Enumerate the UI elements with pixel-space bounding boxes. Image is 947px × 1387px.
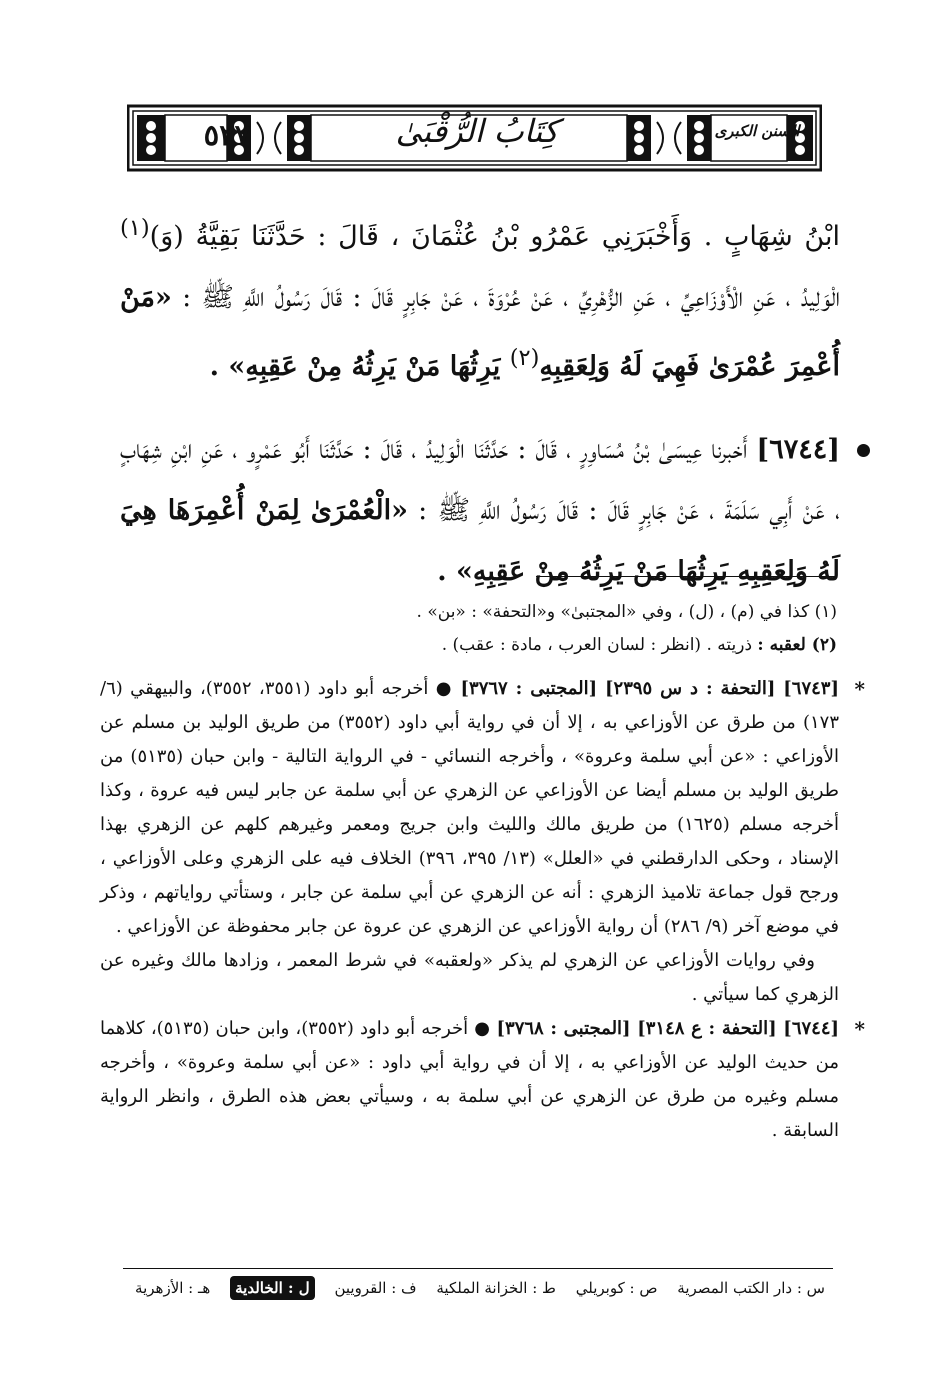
hadith-number: [٦٧٤٤] bbox=[756, 434, 840, 465]
footnote-2-text: ذريته . (انظر : لسان العرب ، مادة : عقب) . bbox=[441, 635, 758, 655]
hadith-6743-isnad-rest: الْوَلِيدُ ، عَنِ الْأَوْزَاعِيِّ ، عَنِ الزُّهْرِيِّ ، عَنْ عُرْوَةَ ، عَنْ جَابِرٍ قَالَ : قَالَ رَسُولُ اللَّهِ ﷺ : bbox=[171, 282, 840, 313]
hadith-6744-matn: «الْعُمْرَىٰ لِمَنْ أُعْمِرَهَا هِيَ لَهُ وَلِعَقِبِهِ يَرِثُهَا مَنْ يَرِثُهُ مِنْ عَقِبِهِ» . bbox=[120, 495, 840, 587]
note-6744-head: [٦٧٤٤] [التحفة : ع ٣١٤٨] [المجتبى : ٣٧٦٨] bbox=[496, 1018, 840, 1039]
emblem-text: السنن الكبرى bbox=[714, 122, 800, 140]
footnote-divider bbox=[536, 576, 836, 577]
asterisk-icon: * bbox=[854, 677, 865, 701]
note-6743 bbox=[100, 672, 865, 944]
book-title: كِتَابُ الرُّقْبَىٰ bbox=[395, 112, 559, 150]
book-emblem bbox=[702, 110, 812, 160]
hadith-6743-continuation bbox=[120, 198, 840, 397]
hadith-6743-matn-a: «مَنْ أُعْمِرَ عُمْرَىٰ فَهِيَ لَهُ وَلِعَقِبِهِ bbox=[120, 282, 840, 382]
note-6743-text: ● أخرجه أبو داود (٣٥٥١، ٣٥٥٢)، والبيهقي (٦/ ١٧٣) من طرق عن الأوزاعي به ، إلا أن في رواية أبي داود (٣٥٥٢) من طريق الوليد بن مسلم عن الأوزاعي : «عن أبي سلمة وعروة» ، وأخرجه النسائي - في الرواية التالية - وابن حبان (٥١٣٥) من طريق الوليد بن مسلم أيضا عن الأوزاعي عن الزهري عن أبي سلمة عن جابر ليس فيه عروة ، وكذا أخرجه مسلم (١٦٢٥) من طريق مالك والليث وابن جريج ومعمر وغيرهم كلهم عن الزهري بهذا الإسناد ، وحكى الدارقطني في «العلل» (١٣/ ٣٩٥، ٣٩٦) الخلاف فيه على الزهري وعلى الأوزاعي ، ورجح قول جماعة تلاميذ الزهري : أنه عن الزهري عن أبي سلمة عن جابر ، وستأتي رواياتهم ، وذكر في موضع آخر (٩/ ٢٨٦) أن رواية الأوزاعي عن الزهري عن عروة عن جابر محفوظة عن الأوزاعي . bbox=[100, 678, 840, 937]
legend-l: ل : الخالدية bbox=[230, 1276, 315, 1300]
note-6743-head: [٦٧٤٣] [التحفة : د س ٢٣٩٥] [المجتبى : ٣٧٦٧] bbox=[460, 678, 839, 699]
footnote-1: (١) كذا في (م) ، (ل) ، وفي «المجتبىٰ» و«التحفة» : «بن» . bbox=[416, 602, 837, 622]
hadith-6744-isnad: أَخبرنا عِيسَىٰ بْنُ مُسَاوِرٍ ، قَالَ : حَدَّثَنَا الْوَلِيدُ ، قَالَ : حَدَّثَنَا أَبُو عَمْرٍو ، عَنِ ابْنِ شِهَابٍ ، عَنْ أَبِي سَلَمَةَ ، عَنْ جَابِرٍ قَالَ : قَالَ رَسُولُ اللَّهِ ﷺ : bbox=[120, 434, 841, 526]
footnote-2-label: (٢) لعقبه : bbox=[757, 635, 837, 655]
footnote-ref-1: (١) bbox=[120, 215, 150, 241]
note-6743-para2: وفي روايات الأوزاعي عن الزهري لم يذكر «ولعقبه» في شرط المعمر ، وزادها مالك وغيره عن الزهري كما سيأتي . bbox=[100, 950, 839, 1005]
hadith-6743-isnad: ابْنُ شِهَابٍ . وَأَخْبَرَنِي عَمْرُو بْنُ عُثْمَانَ ، قَالَ : حَدَّثَنَا بَقِيَّةُ (وَ) bbox=[149, 221, 840, 252]
note-6744 bbox=[100, 1012, 865, 1148]
footnote-ref-2: (٢) bbox=[509, 345, 540, 371]
legend-t: ط : الخزانة الملكية bbox=[436, 1279, 556, 1297]
note-6744-text: ● أخرجه أبو داود (٣٥٥٢)، وابن حبان (٥١٣٥)، كلاهما من حديث الوليد عن الأوزاعي به ، إلا أن في رواية أبي داود : «عن أبي سلمة وعروة» ، وأخرجه مسلم وغيره من طرق عن الزهري عن أبي سلمة به ، وسيأتي بعض هذه الطرق ، وانظر الرواية السابقة . bbox=[100, 1018, 839, 1141]
takhrij-notes bbox=[100, 672, 865, 1148]
footnote-2 bbox=[120, 629, 837, 662]
main-text bbox=[120, 198, 840, 602]
hadith-6743-matn-b: يَرِثُهَا مَنْ يَرِثُهُ مِنْ عَقِبِهِ» . bbox=[209, 351, 510, 382]
page-number: ٥٢٧ bbox=[203, 118, 251, 152]
legend-sad: ص : كوبريلي bbox=[575, 1279, 658, 1297]
asterisk-icon: * bbox=[854, 1017, 865, 1041]
footnotes bbox=[120, 596, 837, 662]
hadith-6744 bbox=[120, 419, 840, 602]
page-header bbox=[127, 100, 822, 178]
legend-divider bbox=[123, 1268, 833, 1269]
legend-h: هـ : الأزهرية bbox=[135, 1279, 211, 1297]
legend-s: س : دار الكتب المصرية bbox=[677, 1279, 825, 1297]
bullet-icon bbox=[857, 444, 870, 457]
legend-f: ف : القرويين bbox=[334, 1279, 417, 1297]
manuscript-legend bbox=[135, 1276, 825, 1300]
